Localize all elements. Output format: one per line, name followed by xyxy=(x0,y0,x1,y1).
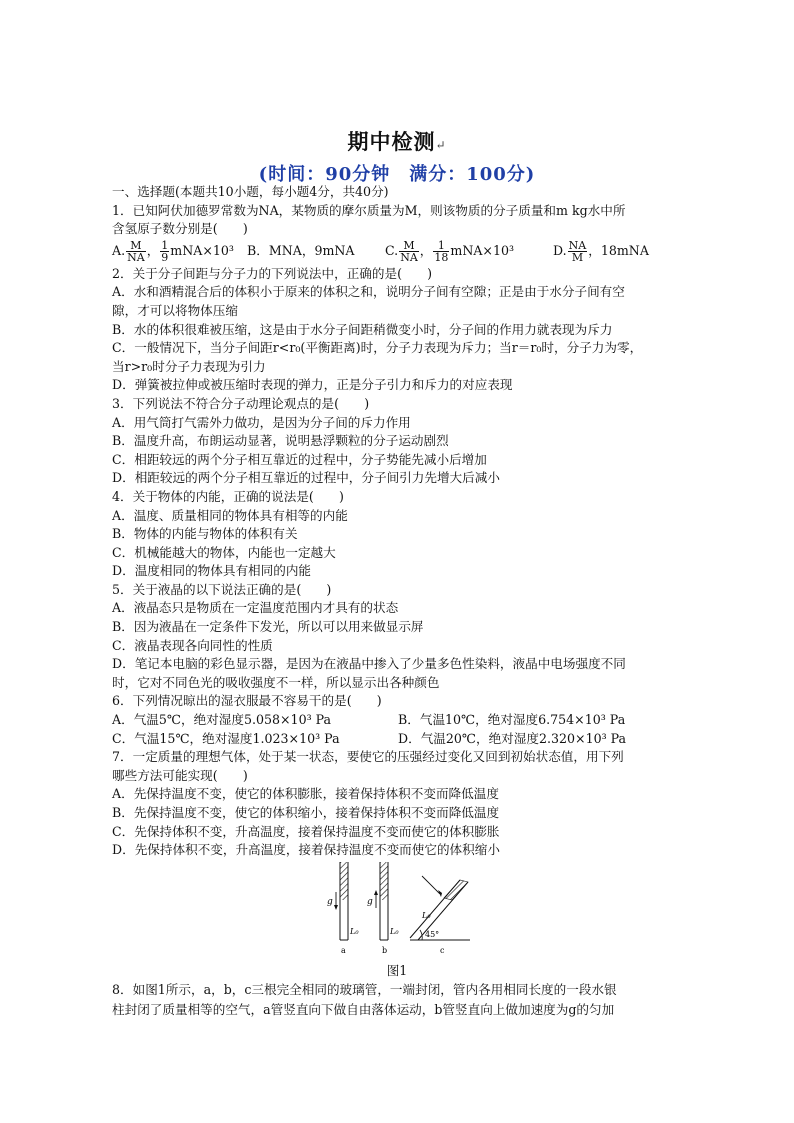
q1-option-d: D. $\frac{NA}{M}$ ，18mNA xyxy=(553,239,649,265)
q1-option-b: B．MNA，9mNA xyxy=(247,243,355,259)
label-g-b: g xyxy=(367,897,373,907)
q2-option-a-line1: A．水和酒精混合后的体积小于原来的体积之和，说明分子间有空隙；正是由于水分子间有空 xyxy=(112,284,625,300)
question-8 xyxy=(112,980,684,1020)
figure-caption: 图1 xyxy=(386,963,408,978)
figure-glass-tubes xyxy=(322,858,472,976)
q4-option-b: B．物体的内能与物体的体积有关 xyxy=(112,526,298,542)
q1-option-c: C. $\frac{M}{NA}$ ， $\frac{1}{18}$ mNA×10³ xyxy=(385,239,515,265)
q7-stem-line2: 哪些方法可能实现( ) xyxy=(112,767,248,783)
q3-option-c: C．相距较远的两个分子相互靠近的过程中，分子势能先减小后增加 xyxy=(112,451,487,467)
tube-c xyxy=(410,876,470,940)
q5-stem: 5．关于液晶的以下说法正确的是( ) xyxy=(112,581,332,597)
q6-option-b: B．气温10℃，绝对湿度6.754×10³ Pa xyxy=(398,712,626,728)
q5-option-b: B．因为液晶在一定条件下发光，所以可以用来做显示屏 xyxy=(112,619,424,635)
q6-option-c: C．气温15℃，绝对湿度1.023×10³ Pa xyxy=(112,730,340,746)
q7-stem-line1: 7．一定质量的理想气体，处于某一状态，要使它的压强经过变化又回到初始状态值，用下列 xyxy=(112,749,624,765)
q6-option-a: A．气温5℃，绝对湿度5.058×10³ Pa xyxy=(112,712,332,728)
exam-time-score: (时间：90分钟 满分：100分) xyxy=(258,164,536,185)
tube-b xyxy=(374,862,388,940)
q1-stem-line1: 1．已知阿伏加德罗常数为NA，某物质的摩尔质量为M，则该物质的分子质量和m kg水中所 xyxy=(112,202,626,218)
tube-a xyxy=(334,862,348,940)
label-c: c xyxy=(440,946,445,955)
q6-options-row1 xyxy=(112,711,684,730)
label-b: b xyxy=(382,946,388,955)
label-angle: 45° xyxy=(425,930,440,939)
q8-stem-line1: 8．如图1所示，a，b，c三根完全相同的玻璃管，一端封闭，管内各用相同长度的一段水银 xyxy=(112,982,617,997)
q7-option-d: D．先保持体积不变，升高温度，接着保持温度不变而使它的体积缩小 xyxy=(112,842,500,858)
q3-option-a: A．用气筒打气需外力做功，是因为分子间的斥力作用 xyxy=(112,414,411,430)
page-title xyxy=(0,126,794,156)
q3-option-d: D．相距较远的两个分子相互靠近的过程中，分子间引力先增大后减小 xyxy=(112,470,500,486)
label-l-b: L₀ xyxy=(390,927,399,936)
q2-option-c-line2: 当r>r₀时分子力表现为引力 xyxy=(112,358,266,374)
q1-option-a: A. $\frac{M}{NA}$ ， $\frac{1}{9}$ mNA×10³ xyxy=(112,239,234,265)
label-g-a: g xyxy=(327,897,333,907)
q4-stem: 4．关于物体的内能，正确的说法是( ) xyxy=(112,488,344,504)
section-heading: 一、选择题(本题共10小题，每小题4分，共40分) xyxy=(112,184,389,199)
q7-option-c: C．先保持体积不变，升高温度，接着保持温度不变而使它的体积膨胀 xyxy=(112,823,500,839)
q5-option-d-line1: D．笔记本电脑的彩色显示器，是因为在液晶中掺入了少量多色性染料，液晶中电场强度不同 xyxy=(112,656,626,672)
q8-stem-line2: 柱封闭了质量相等的空气，a管竖直向下做自由落体运动，b管竖直向上做加速度为g的匀加 xyxy=(112,1002,615,1017)
q2-option-b: B．水的体积很难被压缩，这是由于水分子间距稍微变小时，分子间的作用力就表现为斥力 xyxy=(112,321,613,337)
q6-stem: 6．下列情况晾出的湿衣服最不容易干的是( ) xyxy=(112,693,382,709)
q4-option-a: A．温度、质量相同的物体具有相等的内能 xyxy=(112,507,348,523)
q4-option-c: C．机械能越大的物体，内能也一定越大 xyxy=(112,544,336,560)
q6-options-row2 xyxy=(112,730,684,749)
q2-option-d: D．弹簧被拉伸或被压缩时表现的弹力，正是分子引力和斥力的对应表现 xyxy=(112,377,513,393)
q5-option-a: A．液晶态只是物质在一定温度范围内才具有的状态 xyxy=(112,600,399,616)
q1-options xyxy=(112,239,684,265)
q7-option-b: B．先保持温度不变，使它的体积缩小，接着保持体积不变而降低温度 xyxy=(112,805,500,820)
q3-stem: 3．下列说法不符合分子动理论观点的是( ) xyxy=(112,395,370,411)
q5-option-c: C．液晶表现各向同性的性质 xyxy=(112,637,273,653)
return-mark: ↵ xyxy=(435,138,447,152)
q4-option-d: D．温度相同的物体具有相同的内能 xyxy=(112,563,312,579)
q5-option-d-line2: 时，它对不同色光的吸收强度不一样，所以显示出各种颜色 xyxy=(112,674,440,690)
q2-option-c-line1: C．一般情况下，当分子间距r<r₀(平衡距离)时，分子力表现为斥力；当r＝r₀时，分子力为零， xyxy=(112,340,643,356)
label-a: a xyxy=(341,946,346,955)
q1-stem-line2: 含氢原子数分别是( ) xyxy=(112,221,248,237)
label-l-c: L₀ xyxy=(422,911,431,920)
q2-option-a-line2: 隙，才可以将物体压缩 xyxy=(112,302,238,318)
q2-stem: 2．关于分子间距与分子力的下列说法中，正确的是( ) xyxy=(112,265,433,281)
q7-option-a: A．先保持温度不变，使它的体积膨胀，接着保持体积不变而降低温度 xyxy=(112,786,499,802)
title-text: 期中检测 xyxy=(347,129,436,154)
label-l-a: L₀ xyxy=(350,927,359,936)
q3-option-b: B．温度升高，布朗运动显著，说明悬浮颗粒的分子运动剧烈 xyxy=(112,433,449,449)
question-list xyxy=(112,183,684,860)
q6-option-d: D．气温20℃，绝对湿度2.320×10³ Pa xyxy=(398,730,627,746)
